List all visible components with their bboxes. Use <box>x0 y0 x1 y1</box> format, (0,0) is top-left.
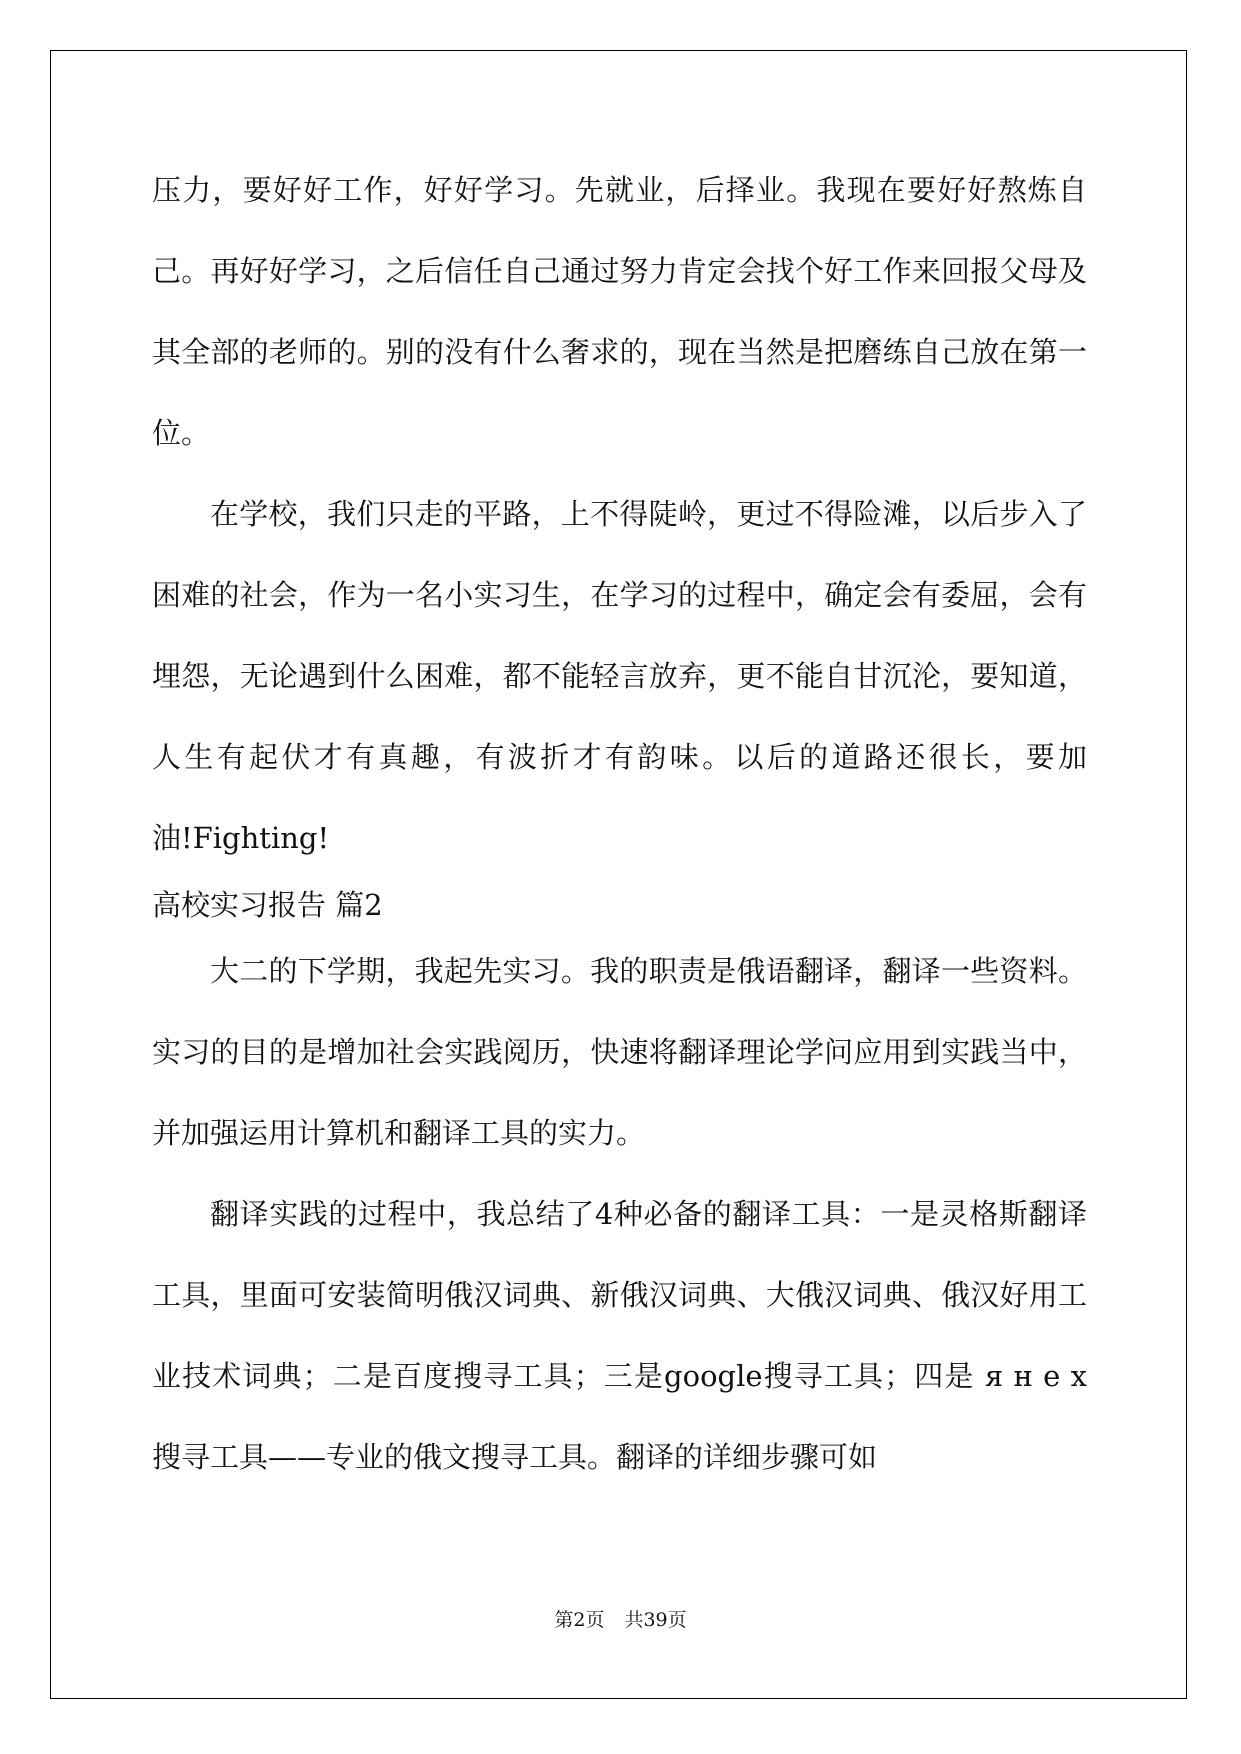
document-body <box>152 150 1087 1498</box>
paragraph-continuation: 压力，要好好工作，好好学习。先就业，后择业。我现在要好好熬炼自己。再好好学习，之后信任自己通过努力肯定会找个好工作来回报父母及其全部的老师的。别的没有什么奢求的，现在当然是把磨练自己放在第一位。 <box>152 173 1087 450</box>
section-heading: 高校实习报告 篇2 <box>152 888 383 922</box>
page-footer <box>0 1605 1241 1632</box>
page-total: 共39页 <box>624 1609 687 1631</box>
paragraph-translation-tools: 翻译实践的过程中，我总结了4种必备的翻译工具：一是灵格斯翻译工具，里面可安装简明俄汉词典、新俄汉词典、大俄汉词典、俄汉好用工业技术词典；二是百度搜寻工具；三是google搜寻工具；四是 я н е х 搜寻工具——专业的俄文搜寻工具。翻译的详细步骤可如 <box>152 1197 1087 1474</box>
page-number: 第2页 <box>554 1609 605 1631</box>
paragraph-school: 在学校，我们只走的平路，上不得陡岭，更过不得险滩，以后步入了困难的社会，作为一名小实习生，在学习的过程中，确定会有委屈，会有埋怨，无论遇到什么困难，都不能轻言放弃，更不能自甘沉沦，要知道，人生有起伏才有真趣，有波折才有韵味。以后的道路还很长，要加油!Fighting! <box>152 497 1087 855</box>
paragraph-internship-intro: 大二的下学期，我起先实习。我的职责是俄语翻译，翻译一些资料。实习的目的是增加社会实践阅历，快速将翻译理论学问应用到实践当中，并加强运用计算机和翻译工具的实力。 <box>152 954 1087 1150</box>
